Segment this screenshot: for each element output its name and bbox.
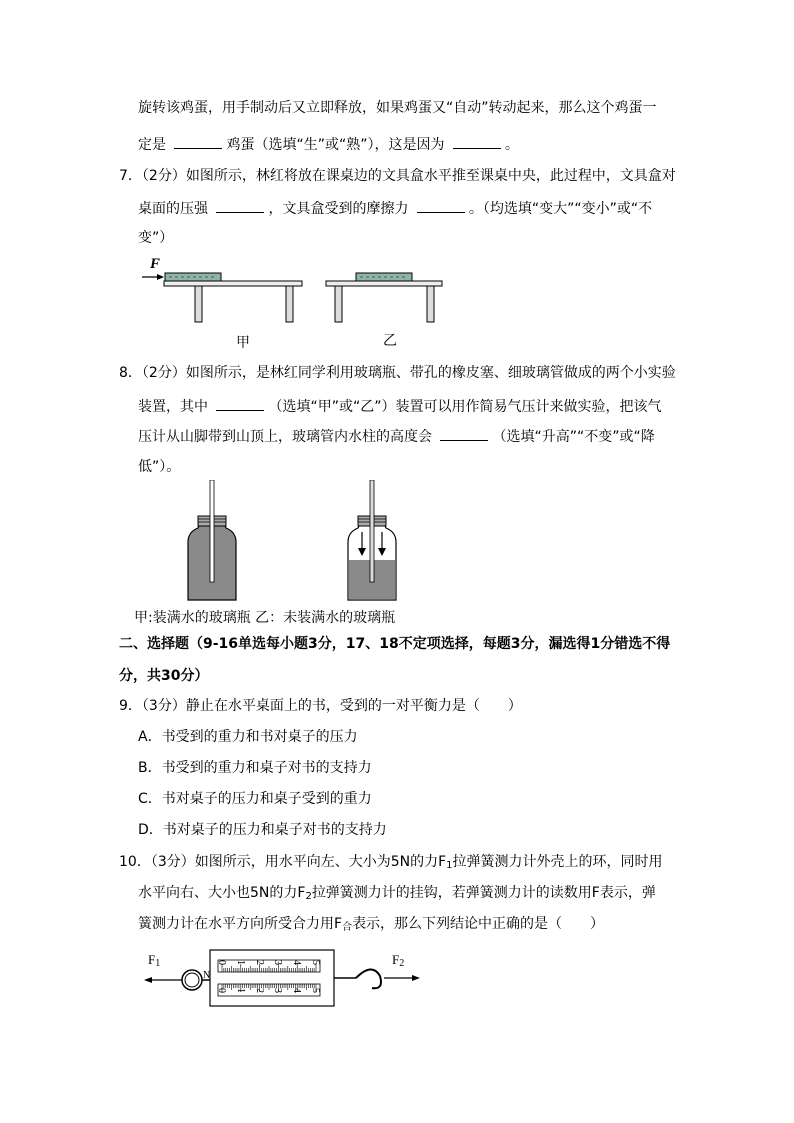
q9-option-d[interactable]: D．书对桌子的压力和桌子对书的支持力 (138, 822, 387, 838)
q10-line2 (138, 883, 656, 907)
desk-right (326, 273, 442, 322)
q6-line2 (138, 134, 519, 155)
bottle-full (188, 480, 236, 600)
q7-force-label: F (150, 256, 161, 272)
q8-caption: 甲:装满水的玻璃瓶 乙：未装满水的玻璃瓶 (134, 610, 396, 626)
q10-text-a: 10．（3分）如图所示，用水平向左、大小为5N的力F (119, 854, 447, 870)
section2-heading-line1: 二、选择题（9-16单选每小题3分，17、18不定项选择，每题3分，漏选得1分错选不得 (119, 636, 671, 652)
q6-text-c: 。 (504, 137, 519, 153)
q8-line3 (138, 426, 655, 447)
q10-sub-he: 合 (342, 922, 353, 933)
q7-line3: 变”） (138, 230, 174, 246)
scale-label-top: 1 (234, 960, 246, 965)
q7-blank-1[interactable] (216, 198, 264, 213)
scale-label-bottom: 4 (291, 988, 303, 993)
scale-label-top: 0 (216, 960, 227, 965)
q9-option-b[interactable]: B．书受到的重力和桌子对书的支持力 (138, 760, 372, 776)
q8-text-a: 装置，其中 (138, 399, 208, 415)
scale-body (210, 950, 334, 1006)
scale-label-top: 2 (253, 960, 265, 965)
q8-text-b: （选填“甲”或“乙”）装置可以用作简易气压计来做实验，把该气 (268, 399, 662, 415)
scale-hook (356, 969, 381, 988)
q8-text-c: 压计从山脚带到山顶上，玻璃管内水柱的高度会 (138, 429, 432, 445)
q7-figure-desks (140, 256, 450, 328)
q10-text-e: 簧测力计在水平方向所受合力用F (138, 916, 343, 932)
arrow-left (144, 977, 152, 983)
scale-label-bottom: 0 (216, 988, 227, 993)
q7-fig-label-left: 甲 (236, 335, 250, 351)
section2-heading-line2: 分，共30分） (119, 668, 209, 684)
scale-label-bottom: 1 (234, 988, 246, 993)
q10-text-d: 拉弹簧测力计的挂钩，若弹簧测力计的读数用F表示，弹 (311, 885, 656, 901)
q7-text-b: ，文具盒受到的摩擦力 (268, 201, 409, 217)
bottle-half (348, 480, 396, 600)
q10-fig-f1: $F_1$ (148, 952, 161, 969)
q10-text-c: 水平向右、大小也5N的力F (138, 885, 306, 901)
desk-left (164, 273, 302, 322)
scale-label-top: 5 (310, 960, 321, 965)
q8-line1: 8．（2分）如图所示，是林红同学利用玻璃瓶、带孔的橡皮塞、细玻璃管做成的两个小实验 (119, 365, 676, 381)
q7-text-a: 桌面的压强 (138, 201, 208, 217)
q9-option-a[interactable]: A．书受到的重力和书对桌子的压力 (138, 729, 358, 745)
q9-option-c[interactable]: C．书对桌子的压力和桌子受到的重力 (138, 791, 372, 807)
q7-blank-2[interactable] (417, 198, 465, 213)
q7-line1: 7．（2分）如图所示，林红将放在课桌边的文具盒水平推至课桌中央，此过程中，文具盒对 (119, 168, 676, 184)
q6-text-a: 定是 (138, 137, 166, 153)
q10-sub-f1: 1 (446, 860, 453, 871)
q10-fig-f2: $F_2$ (392, 952, 405, 969)
scale-label-bottom: 5 (310, 988, 321, 993)
q7-line2 (138, 198, 652, 219)
q10-text-b: 拉弹簧测力计外壳上的环，同时用 (452, 854, 663, 870)
q10-text-f: 表示，那么下列结论中正确的是（ ） (352, 916, 605, 932)
q6-blank-1[interactable] (174, 134, 222, 149)
q6-blank-2[interactable] (453, 134, 501, 149)
q7-text-c: 。（均选填“变大”“变小”或“不 (468, 201, 653, 217)
q6-text-b: 鸡蛋（选填“生”或“熟”），这是因为 (226, 137, 445, 153)
q8-figure-bottles (172, 480, 412, 606)
force-arrow (142, 274, 164, 280)
q9-stem: 9．（3分）静止在水平桌面上的书，受到的一对平衡力是（ ） (119, 698, 522, 714)
q8-line4: 低”）。 (138, 459, 181, 475)
q10-fig-unit: N (203, 970, 211, 981)
q8-blank-2[interactable] (440, 426, 488, 441)
q7-fig-label-right: 乙 (383, 333, 397, 349)
q6-line1: 旋转该鸡蛋，用手制动后又立即释放，如果鸡蛋又“自动”转动起来，那么这个鸡蛋一 (138, 100, 657, 116)
q10-line3 (138, 914, 604, 938)
q8-blank-1[interactable] (216, 396, 264, 411)
scale-label-top: 4 (291, 960, 303, 965)
arrow-right (412, 975, 420, 981)
q8-line2 (138, 396, 661, 417)
q8-text-d: （选填“升高”“不变”或“降 (492, 429, 655, 445)
q10-sub-f2: 2 (305, 891, 312, 902)
scale-label-top: 3 (272, 960, 284, 965)
q10-line1 (119, 852, 663, 876)
q10-figure-spring-scale (140, 946, 430, 1010)
scale-label-bottom: 3 (272, 988, 284, 993)
scale-label-bottom: 2 (253, 988, 265, 993)
